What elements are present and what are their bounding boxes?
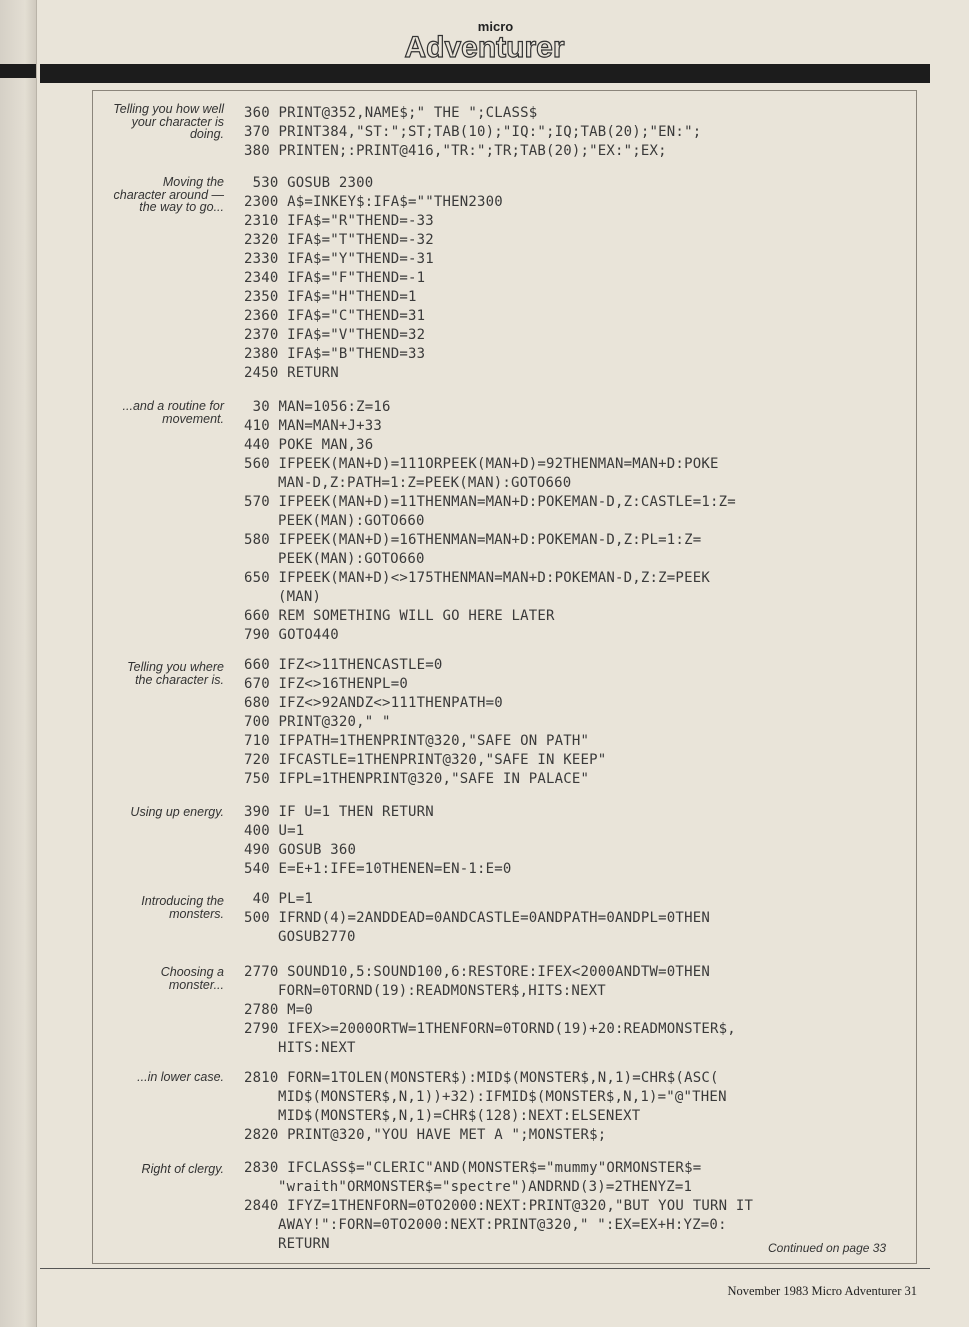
masthead-logo: [0, 20, 969, 64]
code-block: [244, 890, 914, 947]
code-line: 2320 IFA$="T"THEND=-32: [244, 232, 434, 248]
code-line: "wraith"ORMONSTER$="spectre")ANDRND(3)=2THENYZ=1: [278, 1179, 693, 1195]
code-block: [244, 803, 914, 879]
code-line: MID$(MONSTER$,N,1))+32):IFMID$(MONSTER$,N,1)="@"THEN: [278, 1089, 727, 1105]
code-line: 2300 A$=INKEY$:IFA$=""THEN2300: [244, 194, 503, 210]
code-line: 2340 IFA$="F"THEND=-1: [244, 270, 426, 286]
code-line: GOSUB2770: [278, 929, 356, 945]
code-line: 490 GOSUB 360: [244, 842, 357, 858]
code-line: 660 REM SOMETHING WILL GO HERE LATER: [244, 608, 555, 624]
code-block: [244, 656, 914, 789]
code-line: 2810 FORN=1TOLEN(MONSTER$):MID$(MONSTER$,N,1)=CHR$(ASC(: [244, 1070, 719, 1086]
code-line: (MAN): [278, 589, 322, 605]
section-caption: Introducing the monsters.: [141, 894, 224, 921]
code-line: 40 PL=1: [244, 891, 314, 907]
code-line: 2370 IFA$="V"THEND=32: [244, 327, 426, 343]
code-line: 2830 IFCLASS$="CLERIC"AND(MONSTER$="mummy"ORMONSTER$=: [244, 1160, 702, 1176]
section-caption: Moving the character around — the way to go...: [113, 175, 224, 214]
section-caption: Right of clergy.: [141, 1162, 224, 1176]
code-line: 500 IFRND(4)=2ANDDEAD=0ANDCASTLE=0ANDPATH=0ANDPL=0THEN: [244, 910, 710, 926]
section-caption: ...and a routine for movement.: [122, 399, 224, 426]
code-line: 2780 M=0: [244, 1002, 314, 1018]
code-line: PEEK(MAN):GOTO660: [278, 513, 425, 529]
section-caption: ...in lower case.: [137, 1070, 224, 1084]
code-block: [244, 104, 914, 161]
code-line: 560 IFPEEK(MAN+D)=111ORPEEK(MAN+D)=92THENMAN=MAN+D:POKE: [244, 456, 719, 472]
code-line: 2360 IFA$="C"THEND=31: [244, 308, 426, 324]
code-line: 30 MAN=1056:Z=16: [244, 399, 391, 415]
code-line: 360 PRINT@352,NAME$;" THE ";CLASS$: [244, 105, 538, 121]
section-caption: Choosing a monster...: [160, 965, 224, 992]
code-line: 380 PRINTEN;:PRINT@416,"TR:";TR;TAB(20);"EX:";EX;: [244, 143, 667, 159]
header-rule-left: [0, 64, 36, 78]
code-line: 670 IFZ<>16THENPL=0: [244, 676, 408, 692]
code-line: 2770 SOUND10,5:SOUND100,6:RESTORE:IFEX<2000ANDTW=0THEN: [244, 964, 710, 980]
code-line: 400 U=1: [244, 823, 305, 839]
code-line: 650 IFPEEK(MAN+D)<>175THENMAN=MAN+D:POKEMAN-D,Z:Z=PEEK: [244, 570, 710, 586]
code-block: [244, 963, 914, 1058]
code-line: 720 IFCASTLE=1THENPRINT@320,"SAFE IN KEEP": [244, 752, 607, 768]
code-block: [244, 1069, 914, 1145]
code-line: MID$(MONSTER$,N,1)=CHR$(128):NEXT:ELSENEXT: [278, 1108, 641, 1124]
logo-micro-text: micro: [477, 19, 514, 34]
code-line: HITS:NEXT: [278, 1040, 356, 1056]
footer-rule: [40, 1268, 930, 1269]
code-line: FORN=0TORND(19):READMONSTER$,HITS:NEXT: [278, 983, 606, 999]
code-line: 540 E=E+1:IFE=10THENEN=EN-1:E=0: [244, 861, 512, 877]
code-line: 790 GOTO440: [244, 627, 339, 643]
code-line: MAN-D,Z:PATH=1:Z=PEEK(MAN):GOTO660: [278, 475, 572, 491]
code-line: 2330 IFA$="Y"THEND=-31: [244, 251, 434, 267]
code-line: AWAY!":FORN=0TO2000:NEXT:PRINT@320," ":EX=EX+H:YZ=0:: [278, 1217, 727, 1233]
code-line: 710 IFPATH=1THENPRINT@320,"SAFE ON PATH": [244, 733, 590, 749]
code-line: PEEK(MAN):GOTO660: [278, 551, 425, 567]
logo-adventurer-text: Adventurer: [404, 31, 565, 64]
code-line: 2380 IFA$="B"THEND=33: [244, 346, 426, 362]
page-spine: [0, 0, 37, 1327]
code-block: [244, 1159, 914, 1254]
code-line: 750 IFPL=1THENPRINT@320,"SAFE IN PALACE": [244, 771, 590, 787]
code-line: 390 IF U=1 THEN RETURN: [244, 804, 434, 820]
code-line: 570 IFPEEK(MAN+D)=11THENMAN=MAN+D:POKEMAN-D,Z:CASTLE=1:Z=: [244, 494, 736, 510]
code-line: 2820 PRINT@320,"YOU HAVE MET A ";MONSTER$;: [244, 1127, 607, 1143]
header-rule: [40, 64, 930, 83]
section-caption: Telling you where the character is.: [127, 660, 224, 687]
code-line: 2450 RETURN: [244, 365, 339, 381]
code-line: 530 GOSUB 2300: [244, 175, 374, 191]
code-line: 660 IFZ<>11THENCASTLE=0: [244, 657, 443, 673]
code-line: 2310 IFA$="R"THEND=-33: [244, 213, 434, 229]
continued-note: Continued on page 33: [768, 1241, 887, 1255]
code-block: [244, 174, 914, 383]
code-line: 440 POKE MAN,36: [244, 437, 374, 453]
section-caption: Using up energy.: [130, 805, 224, 819]
code-line: 2840 IFYZ=1THENFORN=0TO2000:NEXT:PRINT@320,"BUT YOU TURN IT: [244, 1198, 754, 1214]
code-block: [244, 398, 914, 645]
section-caption: Telling you how well your character is doing.: [113, 102, 224, 141]
code-line: 410 MAN=MAN+J+33: [244, 418, 383, 434]
code-line: 700 PRINT@320," ": [244, 714, 391, 730]
code-line: 2790 IFEX>=2000ORTW=1THENFORN=0TORND(19)+20:READMONSTER$,: [244, 1021, 736, 1037]
code-line: RETURN: [278, 1236, 330, 1252]
code-line: 2350 IFA$="H"THEND=1: [244, 289, 417, 305]
code-line: 580 IFPEEK(MAN+D)=16THENMAN=MAN+D:POKEMAN-D,Z:PL=1:Z=: [244, 532, 702, 548]
code-line: 370 PRINT384,"ST:";ST;TAB(10);"IQ:";IQ;TAB(20);"EN:";: [244, 124, 702, 140]
code-line: 680 IFZ<>92ANDZ<>111THENPATH=0: [244, 695, 503, 711]
page-footer: November 1983 Micro Adventurer 31: [727, 1284, 917, 1298]
